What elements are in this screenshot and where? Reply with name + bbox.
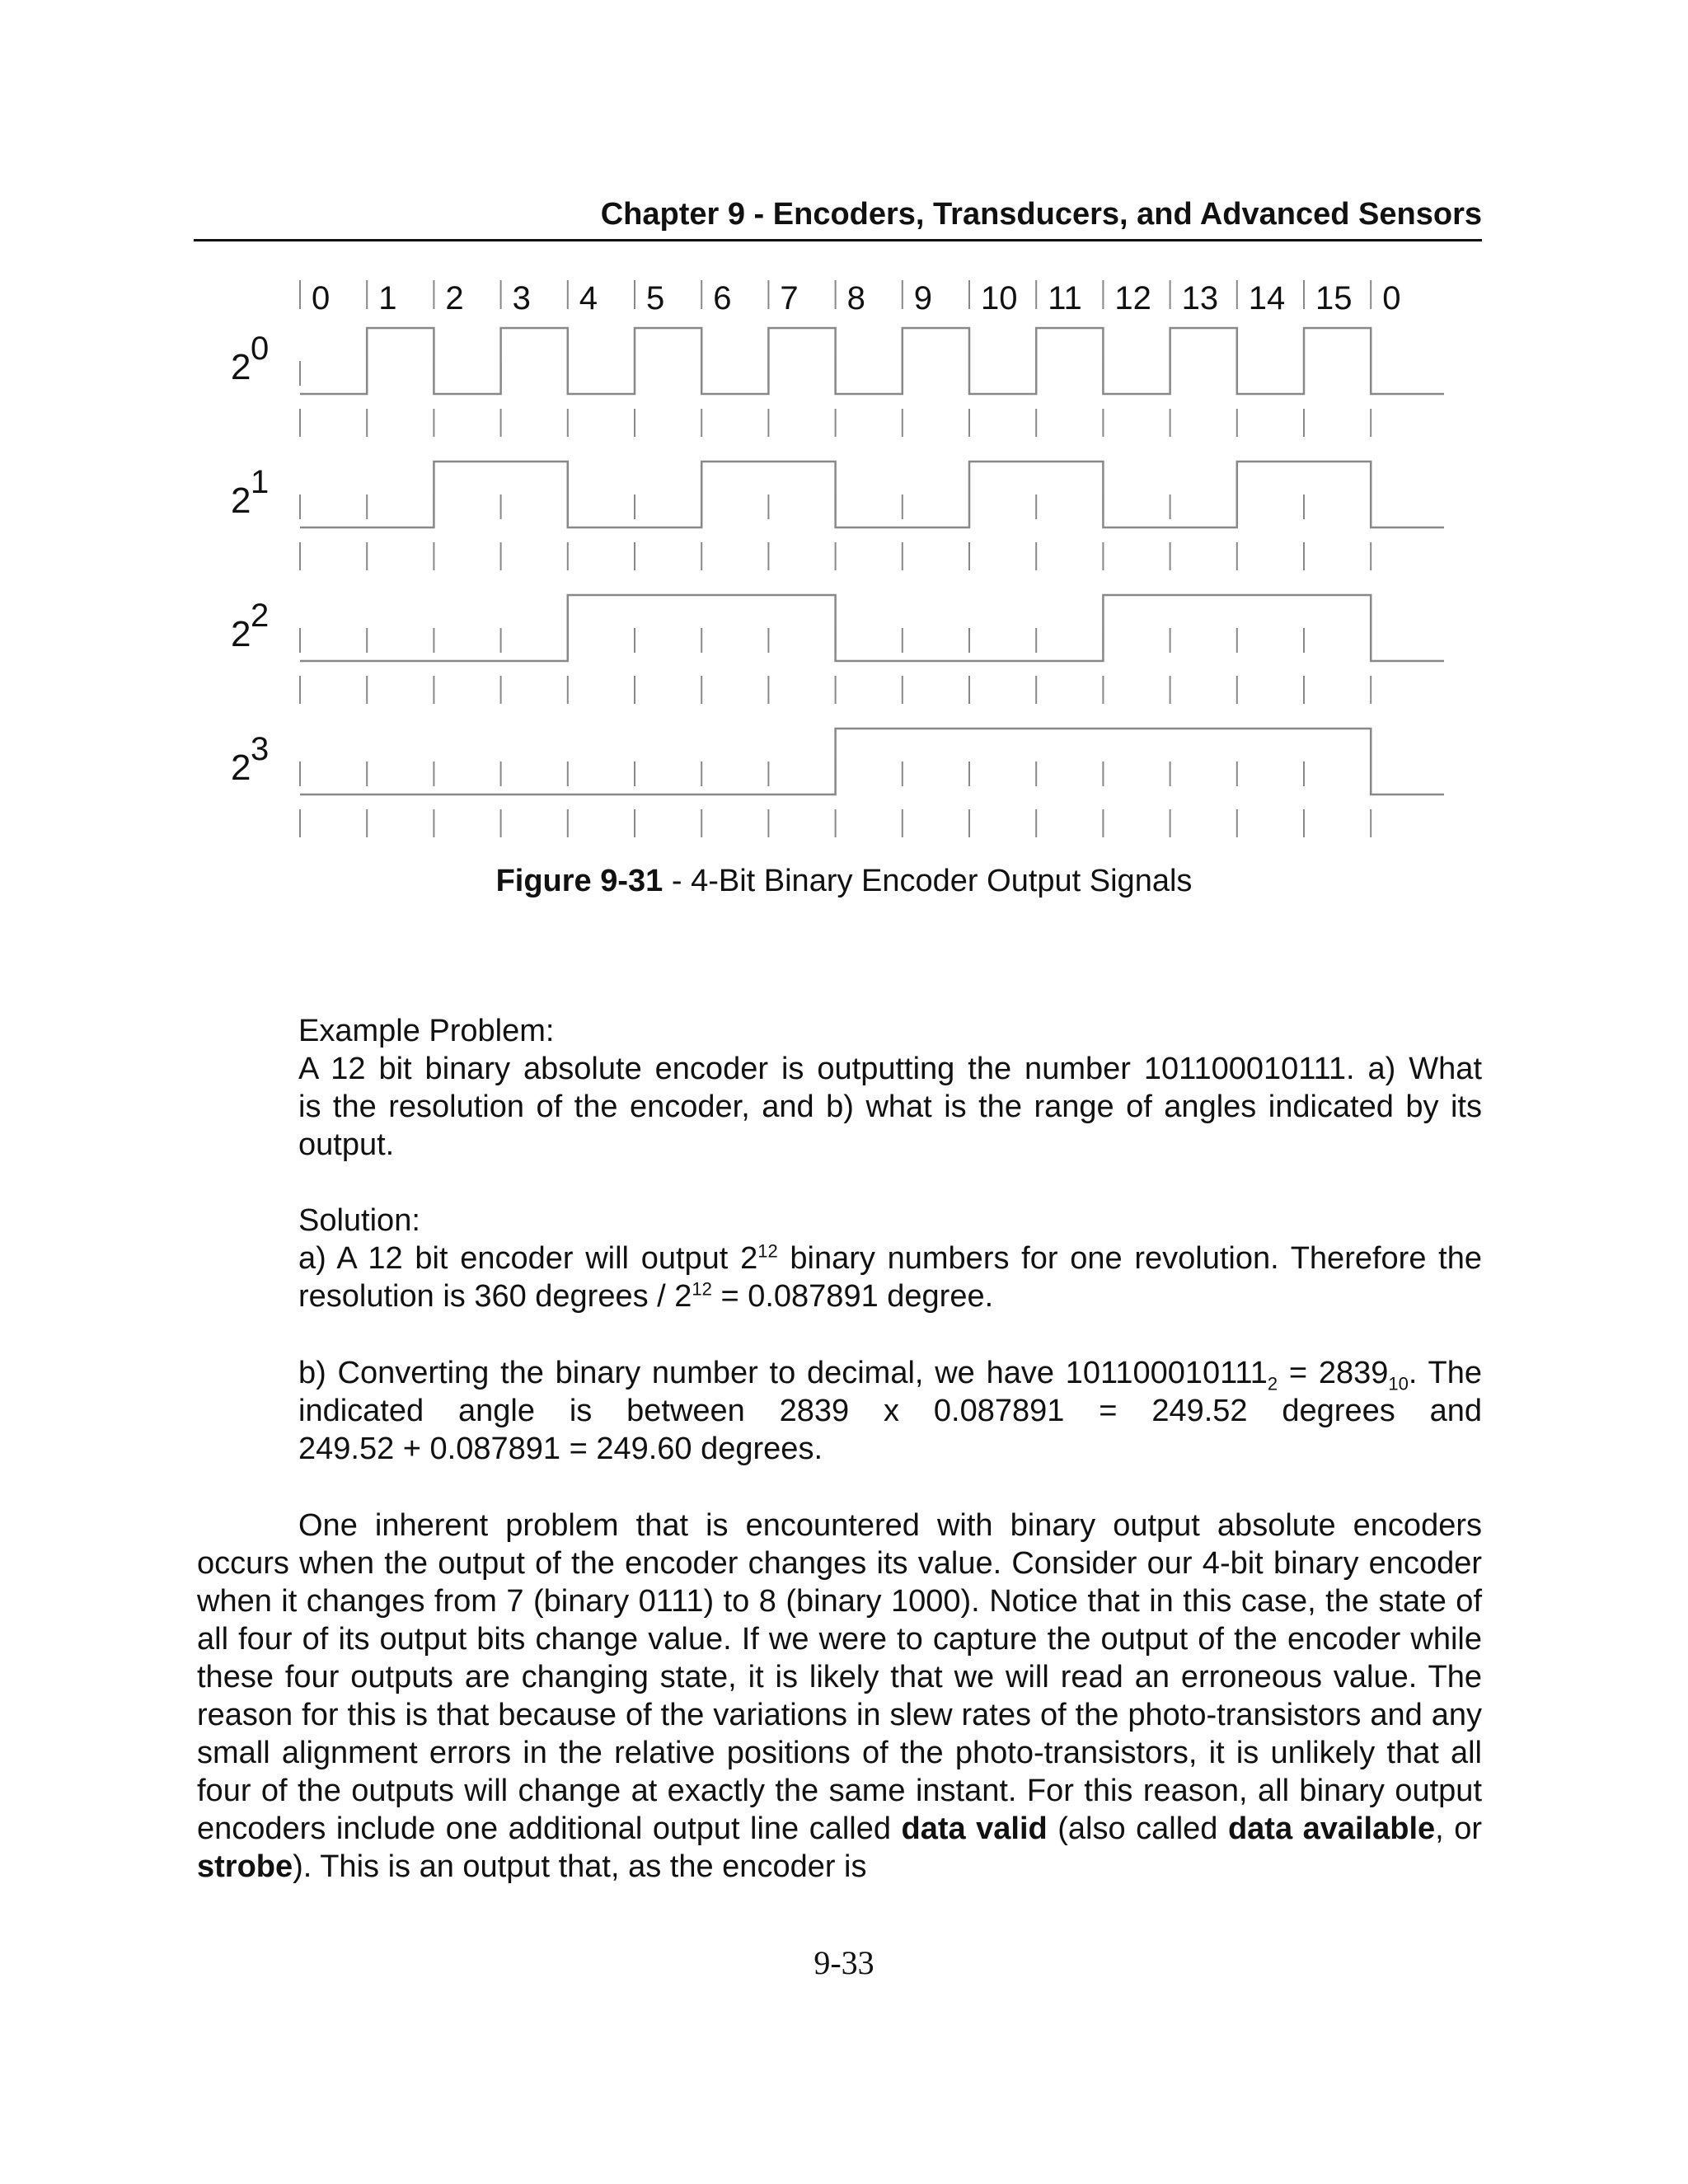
column-label: 15 [1315, 280, 1353, 316]
solution-b-line-3: 249.52 + 0.087891 = 249.60 degrees. [298, 1432, 823, 1466]
column-label: 8 [846, 280, 865, 316]
column-label: 13 [1181, 280, 1219, 316]
column-label: 10 [981, 280, 1018, 316]
solution-heading: Solution: [298, 1203, 420, 1238]
column-label: 1 [378, 280, 397, 316]
figure-caption [0, 864, 1688, 899]
row-label-exponent: 1 [251, 464, 270, 500]
row-label-exponent: 0 [251, 330, 270, 367]
column-label: 6 [713, 280, 732, 316]
column-label: 4 [579, 280, 598, 316]
column-label: 11 [1048, 280, 1082, 316]
solution-a-line-2: resolution is 360 degrees / $2^{12} = 0.087891$ degree. [298, 1278, 994, 1314]
solution-b-line-2: indicated angle is between 2839 x 0.087891 = 249.52 degrees and [298, 1394, 1482, 1428]
example-line-2: is the resolution of the encoder, and b) what is the range of angles indicated by its [298, 1090, 1482, 1124]
row-label-base: 2 [231, 614, 251, 654]
column-label: 2 [445, 280, 464, 316]
column-label: 7 [780, 280, 799, 316]
figure-caption-label: Figure 9-31 [495, 864, 663, 898]
column-label: 9 [913, 280, 933, 316]
column-label: 5 [646, 280, 665, 316]
chapter-title: Chapter 9 - Encoders, Transducers, and Advanced Sensors [600, 197, 1482, 232]
row-label-exponent: 3 [251, 731, 270, 767]
solution-b [298, 1354, 1482, 1468]
waveform-2-1 [300, 462, 1444, 527]
column-label: 0 [312, 280, 331, 316]
row-label-base: 2 [231, 347, 251, 387]
example-line-3: output. [298, 1127, 395, 1162]
waveform-2-0 [300, 328, 1444, 394]
page-number: 9-33 [814, 1944, 874, 1981]
column-label: 3 [512, 280, 531, 316]
waveform-2-3 [300, 729, 1444, 794]
example-heading: Example Problem: [298, 1014, 555, 1048]
column-label: 0 [1382, 280, 1401, 316]
column-label: 14 [1248, 280, 1286, 316]
figure-caption-text: - 4-Bit Binary Encoder Output Signals [663, 864, 1193, 898]
row-label-base: 2 [231, 748, 251, 788]
row-label-exponent: 2 [251, 598, 270, 634]
column-label: 12 [1114, 280, 1151, 316]
solution-b-line-1: b) Converting the binary number to decimal, we have $101100010111_2 = 2839_{10}$. The [298, 1356, 1482, 1394]
example-problem [298, 1012, 1482, 1164]
waveform-2-2 [300, 595, 1444, 661]
timing-diagram [0, 0, 1688, 874]
row-label-base: 2 [231, 480, 251, 521]
body-paragraph: One inherent problem that is encountered with binary output absolute encoders occurs when the output of the encoder changes its value. Consider our 4-bit binary encoder when it changes from 7 (binary 0111) to 8 (binary 1000). Notice that in this case, the state of all four of its output bits change value. If we were to capture the output of the encoder while these four outputs are changing state, it is likely that we will read an erroneous value. The reason for this is that because of the variations in slew rates of the photo-transistors and any small alignment errors in the relative positions of the photo-transistors, it is unlikely that all four of the outputs will change at exactly the same instant. For this reason, all binary output encoders include one additional output line called data valid (also called data available, or strobe). This is an output that, as the encoder is [197, 1508, 1482, 1884]
solution [298, 1202, 1482, 1315]
example-line-1: A 12 bit binary absolute encoder is outputting the number 101100010111. a) What [298, 1052, 1482, 1086]
solution-a-line-1: a) A 12 bit encoder will output $2^{12}$ binary numbers for one revolution. Therefore the [298, 1240, 1482, 1276]
